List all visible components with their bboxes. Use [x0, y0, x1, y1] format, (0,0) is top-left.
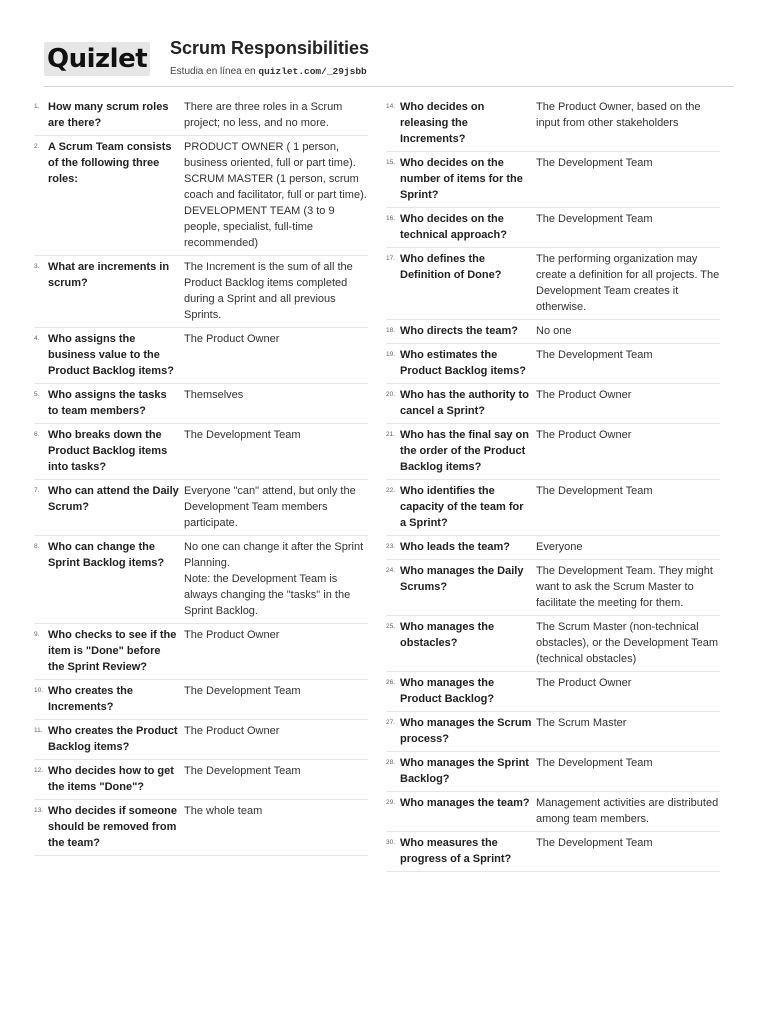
- flashcard-row: [34, 96, 368, 136]
- card-term: Who manages the Product Backlog?: [400, 677, 495, 705]
- card-definition: Everyone: [536, 541, 583, 553]
- subtitle-prefix: Estudia en línea en: [170, 66, 259, 77]
- card-term: Who breaks down the Product Backlog items into tasks?: [48, 429, 168, 473]
- study-url-link[interactable]: quizlet.com/_29jsbb: [258, 66, 367, 77]
- card-number: 28.: [386, 759, 396, 766]
- card-term: Who measures the progress of a Sprint?: [400, 837, 512, 865]
- card-term: Who manages the obstacles?: [400, 621, 495, 649]
- card-definition: The Product Owner: [536, 429, 632, 441]
- flashcard-row: [386, 320, 720, 344]
- flashcard-row: [34, 536, 368, 624]
- card-number: 1.: [34, 103, 40, 110]
- card-definition: The Development Team: [536, 213, 653, 225]
- card-definition: The Development Team: [184, 685, 301, 697]
- flashcard-row: [34, 328, 368, 384]
- flashcard-row: [34, 480, 368, 536]
- card-definition: The whole team: [184, 805, 263, 817]
- card-definition: The Product Owner: [184, 629, 280, 641]
- card-term: Who directs the team?: [400, 325, 518, 337]
- card-number: 25.: [386, 623, 396, 630]
- flashcard-row: [386, 792, 720, 832]
- flashcard-row: [386, 208, 720, 248]
- card-term: Who manages the team?: [400, 797, 530, 809]
- card-term: How many scrum roles are there?: [48, 101, 169, 129]
- card-definition: The performing organization may create a definition for all projects. The Development Team creates it otherwise.: [536, 253, 720, 313]
- card-number: 7.: [34, 487, 40, 494]
- card-term: Who manages the Daily Scrums?: [400, 565, 524, 593]
- card-term: Who can attend the Daily Scrum?: [48, 485, 179, 513]
- right-card-column: [386, 96, 720, 872]
- card-number: 27.: [386, 719, 396, 726]
- card-number: 17.: [386, 255, 396, 262]
- card-number: 11.: [34, 727, 43, 734]
- quizlet-logo: Quizlet: [44, 42, 150, 76]
- flashcard-row: [386, 344, 720, 384]
- card-term: Who has the authority to cancel a Sprint?: [400, 389, 529, 417]
- card-number: 22.: [386, 487, 396, 494]
- flashcard-row: [386, 96, 720, 152]
- card-definition: The Scrum Master (non-technical obstacles), or the Development Team (technical obstacles): [536, 621, 718, 665]
- flashcard-row: [386, 560, 720, 616]
- card-number: 14.: [386, 103, 396, 110]
- card-definition: Themselves: [184, 389, 244, 401]
- left-card-column: [34, 96, 368, 856]
- card-term: Who decides on releasing the Increments?: [400, 101, 485, 145]
- card-number: 24.: [386, 567, 396, 574]
- card-number: 10.: [34, 687, 44, 694]
- flashcard-row: [34, 384, 368, 424]
- card-number: 29.: [386, 799, 396, 806]
- card-number: 23.: [386, 543, 396, 550]
- card-number: 4.: [34, 335, 40, 342]
- card-term: What are increments in scrum?: [48, 261, 170, 289]
- card-term: Who has the final say on the order of the Product Backlog items?: [400, 429, 529, 473]
- card-term: Who checks to see if the item is "Done" before the Sprint Review?: [48, 629, 177, 673]
- card-number: 18.: [386, 327, 396, 334]
- card-definition: Management activities are distributed among team members.: [536, 797, 719, 825]
- card-term: Who decides on the number of items for the Sprint?: [400, 157, 523, 201]
- card-definition: The Development Team. They might want to ask the Scrum Master to facilitate the meeting for them.: [536, 565, 713, 609]
- flashcard-row: [34, 136, 368, 256]
- card-definition: The Product Owner: [536, 677, 632, 689]
- card-term: Who decides on the technical approach?: [400, 213, 507, 241]
- card-definition: The Development Team: [536, 157, 653, 169]
- card-definition: The Development Team: [536, 349, 653, 361]
- flashcard-row: [386, 616, 720, 672]
- card-term: Who defines the Definition of Done?: [400, 253, 502, 281]
- card-term: Who manages the Scrum process?: [400, 717, 532, 745]
- flashcard-row: [34, 800, 368, 856]
- card-term: Who leads the team?: [400, 541, 511, 553]
- card-number: 30.: [386, 839, 396, 846]
- card-definition: The Product Owner: [184, 333, 280, 345]
- card-number: 19.: [386, 351, 396, 358]
- card-number: 2.: [34, 143, 40, 150]
- card-number: 21.: [386, 431, 396, 438]
- card-number: 16.: [386, 215, 396, 222]
- card-term: Who estimates the Product Backlog items?: [400, 349, 526, 377]
- flashcard-row: [34, 256, 368, 328]
- card-term: Who decides how to get the items "Done"?: [48, 765, 174, 793]
- card-definition: The Product Owner: [184, 725, 280, 737]
- flashcard-row: [386, 424, 720, 480]
- card-term: Who can change the Sprint Backlog items?: [48, 541, 165, 569]
- card-definition: The Development Team: [536, 837, 653, 849]
- card-number: 6.: [34, 431, 40, 438]
- page-subtitle: [170, 66, 367, 77]
- card-definition: The Product Owner, based on the input from other stakeholders: [536, 101, 701, 129]
- card-number: 3.: [34, 263, 40, 270]
- card-number: 8.: [34, 543, 40, 550]
- flashcard-row: [386, 480, 720, 536]
- flashcard-row: [386, 152, 720, 208]
- card-definition: The Development Team: [184, 429, 301, 441]
- page-title: Scrum Responsibilities: [170, 38, 370, 58]
- card-term: A Scrum Team consists of the following three roles:: [48, 141, 172, 185]
- card-definition: The Product Owner: [536, 389, 632, 401]
- card-term: Who assigns the business value to the Product Backlog items?: [48, 333, 174, 377]
- flashcard-row: [386, 384, 720, 424]
- flashcard-row: [34, 720, 368, 760]
- card-definition: No one: [536, 325, 572, 337]
- card-term: Who manages the Sprint Backlog?: [400, 757, 529, 785]
- card-definition: No one can change it after the Sprint Planning. Note: the Development Team is always changing the "tasks" in the Sprint Backlog.: [184, 541, 364, 617]
- card-term: Who creates the Product Backlog items?: [48, 725, 178, 753]
- card-definition: The Development Team: [536, 757, 653, 769]
- flashcard-row: [386, 832, 720, 872]
- flashcard-row: [34, 760, 368, 800]
- flashcard-row: [386, 712, 720, 752]
- card-number: 13.: [34, 807, 44, 814]
- card-definition: The Scrum Master: [536, 717, 627, 729]
- flashcard-row: [34, 680, 368, 720]
- card-number: 9.: [34, 631, 40, 638]
- card-number: 15.: [386, 159, 396, 166]
- card-term: Who assigns the tasks to team members?: [48, 389, 167, 417]
- flashcard-row: [34, 424, 368, 480]
- page-header: [44, 36, 734, 87]
- flashcard-row: [34, 624, 368, 680]
- card-number: 12.: [34, 767, 44, 774]
- card-number: 5.: [34, 391, 40, 398]
- card-definition: The Development Team: [184, 765, 301, 777]
- flashcard-row: [386, 248, 720, 320]
- card-definition: The Increment is the sum of all the Product Backlog items completed during a Sprint and all previous Sprints.: [184, 261, 353, 321]
- flashcard-row: [386, 536, 720, 560]
- card-term: Who decides if someone should be removed from the team?: [48, 805, 177, 849]
- card-number: 20.: [386, 391, 396, 398]
- card-definition: There are three roles in a Scrum project; no less, and no more.: [184, 101, 343, 129]
- flashcard-row: [386, 752, 720, 792]
- card-term: Who creates the Increments?: [48, 685, 133, 713]
- card-number: 26.: [386, 679, 396, 686]
- card-definition: The Development Team: [536, 485, 653, 497]
- card-definition: Everyone "can" attend, but only the Development Team members participate.: [184, 485, 356, 529]
- card-definition: PRODUCT OWNER ( 1 person, business oriented, full or part time). SCRUM MASTER (1 person, scrum coach and facilitator, full or part time). DEVELOPMENT TEAM (3 to 9 people, specialist, full-time recommended): [184, 141, 367, 249]
- card-term: Who identifies the capacity of the team for a Sprint?: [400, 485, 524, 529]
- flashcard-row: [386, 672, 720, 712]
